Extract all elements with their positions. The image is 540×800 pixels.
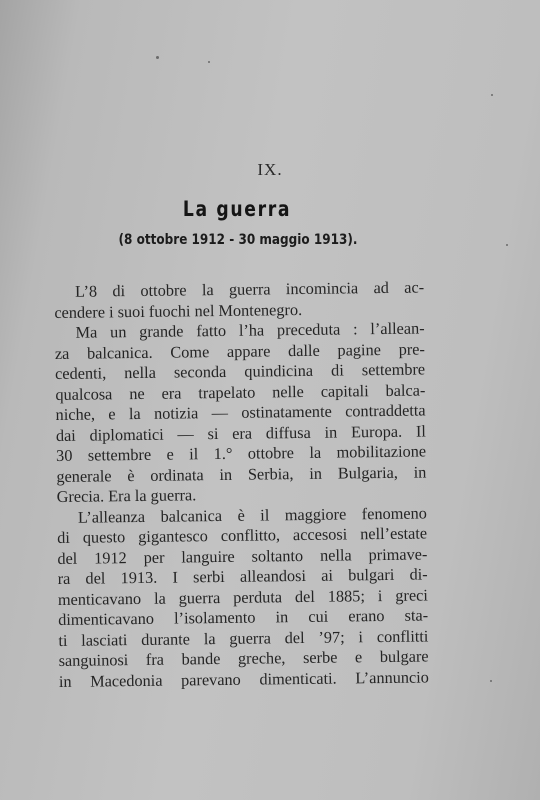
text-line: niche, e la notizia — ostinatamente contraddetta	[55, 400, 426, 424]
text-line: 30 settembre e il 1.° ottobre la mobilitazione	[56, 441, 427, 465]
text-line: qualcosa ne era trapelato nelle capitali balca-	[55, 379, 426, 404]
text-line: L’alleanza balcanica è il maggiore fenomeno	[77, 502, 427, 527]
paper-speck	[208, 61, 210, 63]
paper-speck	[156, 56, 159, 59]
text-line: L’8 di ottobre la guerra incomincia ad ac-	[74, 277, 425, 301]
text-line: di questo gigantesco conflitto, accesosi nell’estate	[57, 523, 428, 547]
text-line: cedenti, nella seconda quindicina di settembre	[55, 359, 426, 383]
text-line: cendere i suoi fuochi nel Montenegro.	[54, 299, 303, 322]
text-line: Ma un grande fatto l’ha preceduta : l’allean-	[75, 318, 425, 342]
text-line: del 1912 per languire soltanto nella primave-	[57, 543, 428, 568]
paper-speck	[490, 680, 492, 682]
text-line: za balcanica. Come appare dalle pagine pre-	[54, 338, 425, 363]
chapter-title: La guerra	[182, 197, 292, 221]
chapter-dates: (8 ottobre 1912 - 30 maggio 1913).	[118, 232, 358, 248]
paper-speck	[506, 244, 508, 246]
text-line: dai diplomatici — si era diffusa in Europa. Il	[55, 420, 426, 445]
text-line: generale è ordinata in Serbia, in Bulgaria, in	[56, 461, 427, 486]
chapter-number: IX.	[257, 160, 283, 179]
paper-speck	[491, 94, 493, 96]
text-line: menticavano la guerra perduta del 1885; i greci	[57, 584, 428, 609]
text-line: Grecia. Era la guerra.	[56, 485, 197, 506]
chapter-body	[54, 277, 429, 691]
text-line: ti lasciati durante la guerra del ’97; i conflitti	[58, 625, 429, 650]
text-line: in Macedonia parevano dimenticati. L’annuncio	[58, 666, 429, 691]
text-line: sanguinosi fra bande greche, serbe e bulgare	[58, 646, 429, 670]
text-line: dimenticavano l’isolamento in cui erano sta-	[58, 605, 429, 629]
text-line: ra del 1913. I serbi alleandosi ai bulgari di-	[57, 564, 428, 588]
